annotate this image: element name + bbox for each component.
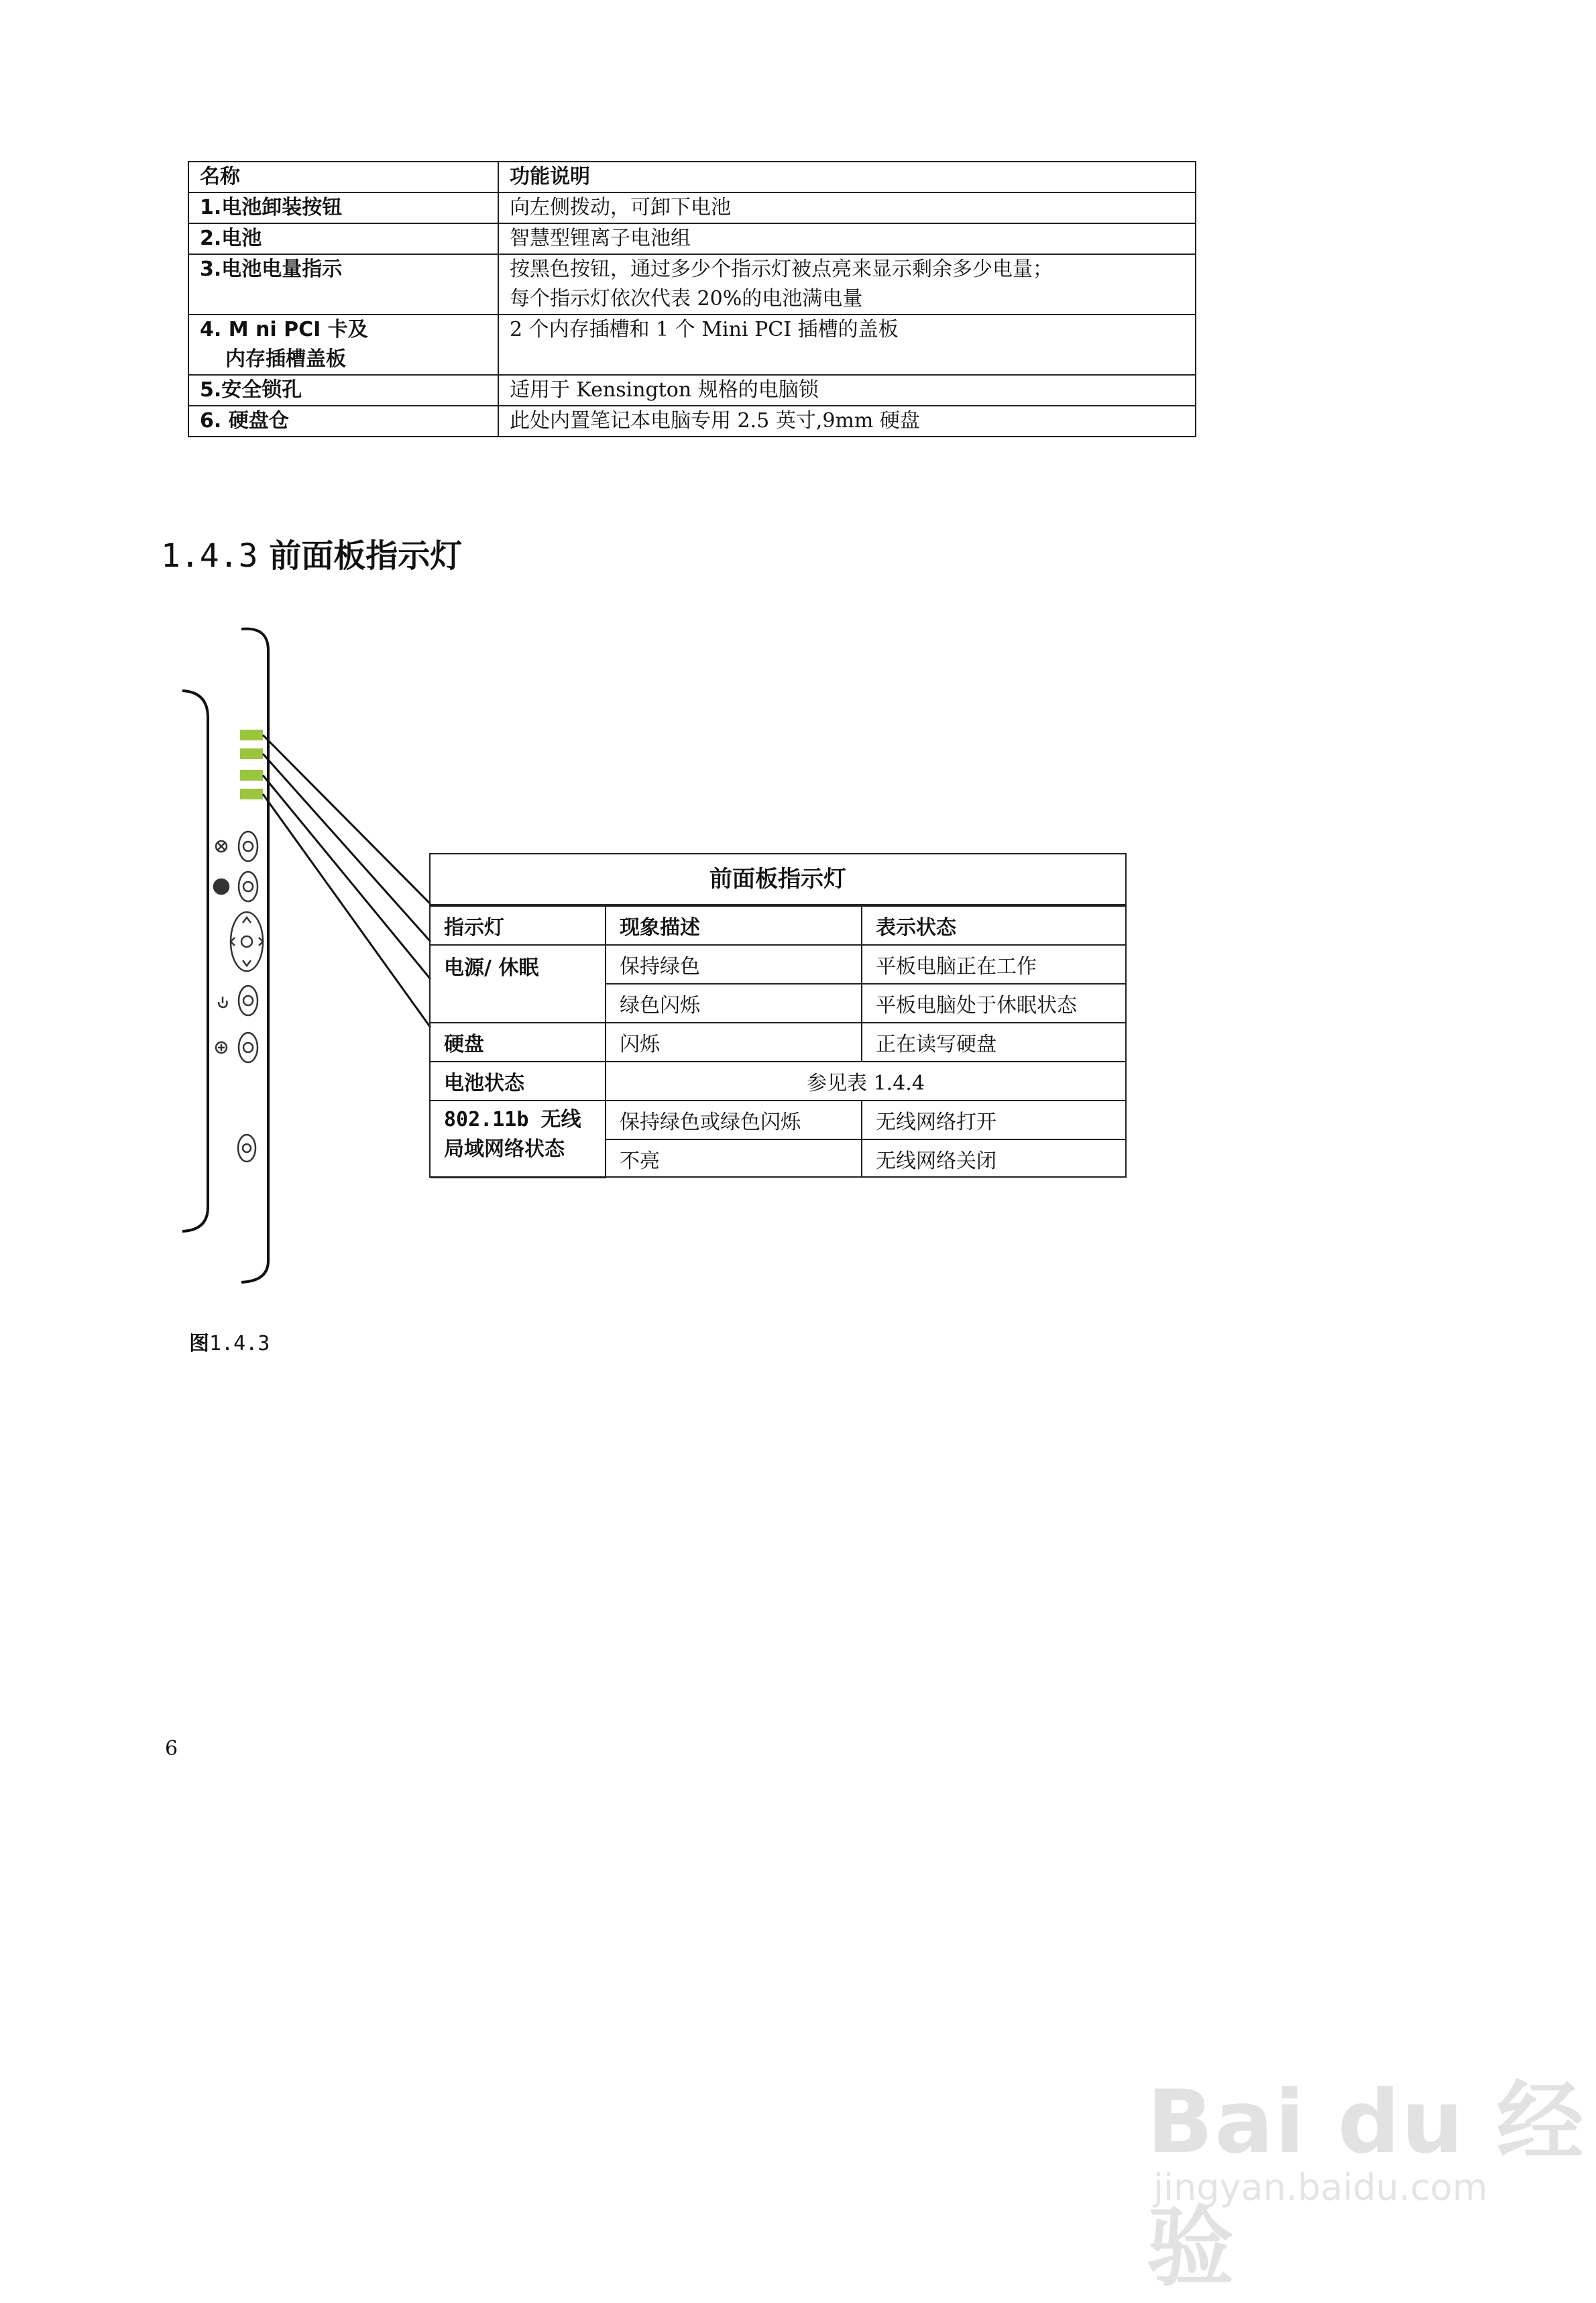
row-name-line2: 内存插槽盖板 [225,347,346,371]
header-desc: 功能说明 [498,162,1196,192]
power-desc-1: 保持绿色 [606,945,862,984]
watermark-url: jingyan.baidu.com [1153,2166,1488,2208]
table-row [188,192,1196,223]
table-row [188,315,1196,375]
led-battery-icon [240,770,263,781]
hdd-state: 正在读写硬盘 [862,1023,1125,1062]
row-desc: 2 个内存插槽和 1 个 Mini PCI 插槽的盖板 [498,315,1196,375]
battery-label: 电池状态 [431,1062,606,1101]
spec-table [188,161,1196,437]
figure-caption-prefix: 图 [189,1332,209,1355]
figure-caption-number: 1.4.3 [209,1332,270,1355]
power-label: 电源/ 休眠 [431,945,606,1023]
hdd-desc: 闪烁 [606,1023,862,1062]
front-panel-grid [431,905,1125,1178]
button-2-icon [214,872,258,901]
table-row [188,375,1196,406]
watermark-logo: Bai du 经验 [1147,2071,1585,2298]
button-5-icon [238,1135,255,1162]
row-name: 5.安全锁孔 [188,375,498,406]
hdd-label: 硬盘 [431,1023,606,1062]
device-side-illustration [168,617,449,1301]
header-phenomenon: 现象描述 [606,906,862,945]
device-outline-left [182,691,208,1231]
page-number: 6 [165,1737,178,1760]
row-desc: 此处内置笔记本电脑专用 2.5 英寸,9mm 硬盘 [498,406,1196,437]
button-3-icon [219,986,258,1015]
row-name: 6. 硬盘仓 [188,406,498,437]
table-row [188,254,1196,315]
table-row [188,406,1196,437]
row-desc: 适用于 Kensington 规格的电脑锁 [498,375,1196,406]
navigation-pad-icon [231,912,263,971]
battery-desc: 参见表 1.4.4 [606,1062,1125,1101]
front-panel-table [429,853,1127,1178]
led-indicators [240,730,263,799]
header-name: 名称 [188,162,498,192]
row-desc-line2: 每个指示灯依次代表 20%的电池满电量 [510,287,863,311]
power-state-2: 平板电脑处于休眠状态 [862,984,1125,1023]
table-row [188,223,1196,254]
power-state-1: 平板电脑正在工作 [862,945,1125,984]
led-power-icon [240,730,263,740]
front-panel-table-title: 前面板指示灯 [431,854,1125,905]
device-outline-right [241,629,268,1282]
header-state: 表示状态 [862,906,1125,945]
table-header-row [431,906,1125,945]
spec-table-header [188,162,1196,192]
led-wlan-icon [240,789,263,799]
row-name: 3.电池电量指示 [188,254,498,315]
figure-caption [189,1327,270,1356]
wlan-label-cell [431,1101,606,1178]
wlan-state-1: 无线网络打开 [862,1101,1125,1139]
row-desc-cell [498,254,1196,315]
row-name-cell [188,315,498,375]
wlan-label-line1: 802.11b 无线 [444,1108,581,1131]
row-desc: 向左侧拨动，可卸下电池 [498,192,1196,223]
row-name: 1.电池卸装按钮 [188,192,498,223]
button-1-icon [216,832,258,861]
row-desc: 按黑色按钮，通过多少个指示灯被点亮来显示剩余多少电量； [510,258,1053,281]
header-indicator: 指示灯 [431,906,606,945]
row-name: 2.电池 [188,223,498,254]
button-4-icon [216,1033,258,1062]
wlan-label-line2: 局域网络状态 [444,1137,565,1161]
table-row [431,1023,1125,1062]
row-name: 4. M ni PCI 卡及 [200,318,368,341]
wlan-desc-1: 保持绿色或绿色闪烁 [606,1101,862,1139]
power-desc-2: 绿色闪烁 [606,984,862,1023]
section-title: 前面板指示灯 [269,537,463,575]
wlan-desc-2: 不亮 [606,1139,862,1178]
table-row [431,945,1125,984]
table-row [431,1062,1125,1101]
table-row [431,1101,1125,1139]
section-heading [161,530,462,576]
section-number: 1.4.3 [161,537,258,575]
pointer-lines [263,735,431,1027]
led-hdd-icon [240,748,263,759]
wlan-state-2: 无线网络关闭 [862,1139,1125,1178]
row-desc: 智慧型锂离子电池组 [498,223,1196,254]
